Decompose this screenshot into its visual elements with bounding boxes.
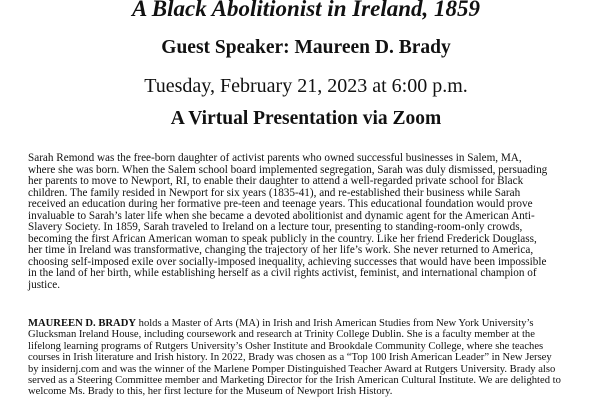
description-line: Sarah Remond was the free-born daughter of activist parents who owned successful businesses in Salem, MA,: [28, 152, 522, 164]
description-line: children. The family resided in Newport for six years (1835-41), and re-established their business while Sarah: [28, 186, 521, 199]
event-venue: A Virtual Presentation via Zoom: [170, 108, 442, 129]
bio-line: served as a Steering Committee member and Marketing Director for the Irish American Cultural Institute. We are delighted to: [28, 375, 561, 387]
bio-line: welcome Ms. Brady to this, her first lecture for the Museum of Newport Irish History.: [28, 386, 393, 398]
event-title: A Black Abolitionist in Ireland, 1859: [131, 0, 481, 21]
description-line: received an education during her formative pre-teen and teenage years. This educational foundation would prove: [28, 198, 533, 210]
event-datetime: Tuesday, February 21, 2023 at 6:00 p.m.: [144, 75, 468, 97]
event-description: [28, 153, 612, 291]
bio-first-line: [28, 318, 612, 329]
description-line: justice.: [28, 278, 61, 291]
description-line: in the land of her birth, while establishing herself as a civil rights activist, feminist, and international champion of: [28, 267, 537, 279]
bio-line: Glucksman Ireland House, including coursework and research at Trinity College Dublin. She is a faculty member at the: [28, 329, 535, 341]
bio-line: courses in Irish literature and Irish history. In 2022, Brady was chosen as a “Top 100 Irish American Leader” in New Jersey: [28, 352, 552, 364]
description-line: choosing self-imposed exile over socially-imposed inequality, achieving successes that would have been impossible: [28, 255, 547, 268]
bio-line: by insidernj.com and was the winner of the Marlene Pomper Distinguished Teacher Award at Rutgers University. Brady also: [28, 363, 556, 375]
description-line: her time in Ireland was transformative, changing the trajectory of her life’s work. She never returned to America,: [28, 244, 534, 256]
description-line: Slavery Society. In 1859, Sarah traveled to Ireland on a lecture tour, presenting to standing-room-only crowds,: [28, 221, 523, 233]
description-line: becoming the first African American woman to speak publicly in the country. Like her friend Frederick Douglass,: [28, 232, 537, 245]
bio-first-line-text: holds a Master of Arts (MA) in Irish and Irish American Studies from New York University’s: [136, 318, 534, 329]
bio-line: lifelong learning programs of Rutgers University’s Osher Institute and Brookdale Community College, where she teaches: [28, 340, 544, 352]
description-line: invaluable to Sarah’s later life when she became a devoted abolitionist and dynamic agent for the American Anti-: [28, 209, 535, 222]
description-line: where she was born. When the Salem school board implemented segregation, Sarah was duly dismissed, persuading: [28, 163, 548, 176]
speaker-bio: [28, 318, 612, 398]
description-line: her parents to move to Newport, RI, to enable their daughter to attend a well-regarded private school for Black: [28, 175, 524, 187]
speaker-name: MAUREEN D. BRADY: [28, 318, 136, 329]
guest-speaker-heading: Guest Speaker: Maureen D. Brady: [161, 37, 451, 58]
